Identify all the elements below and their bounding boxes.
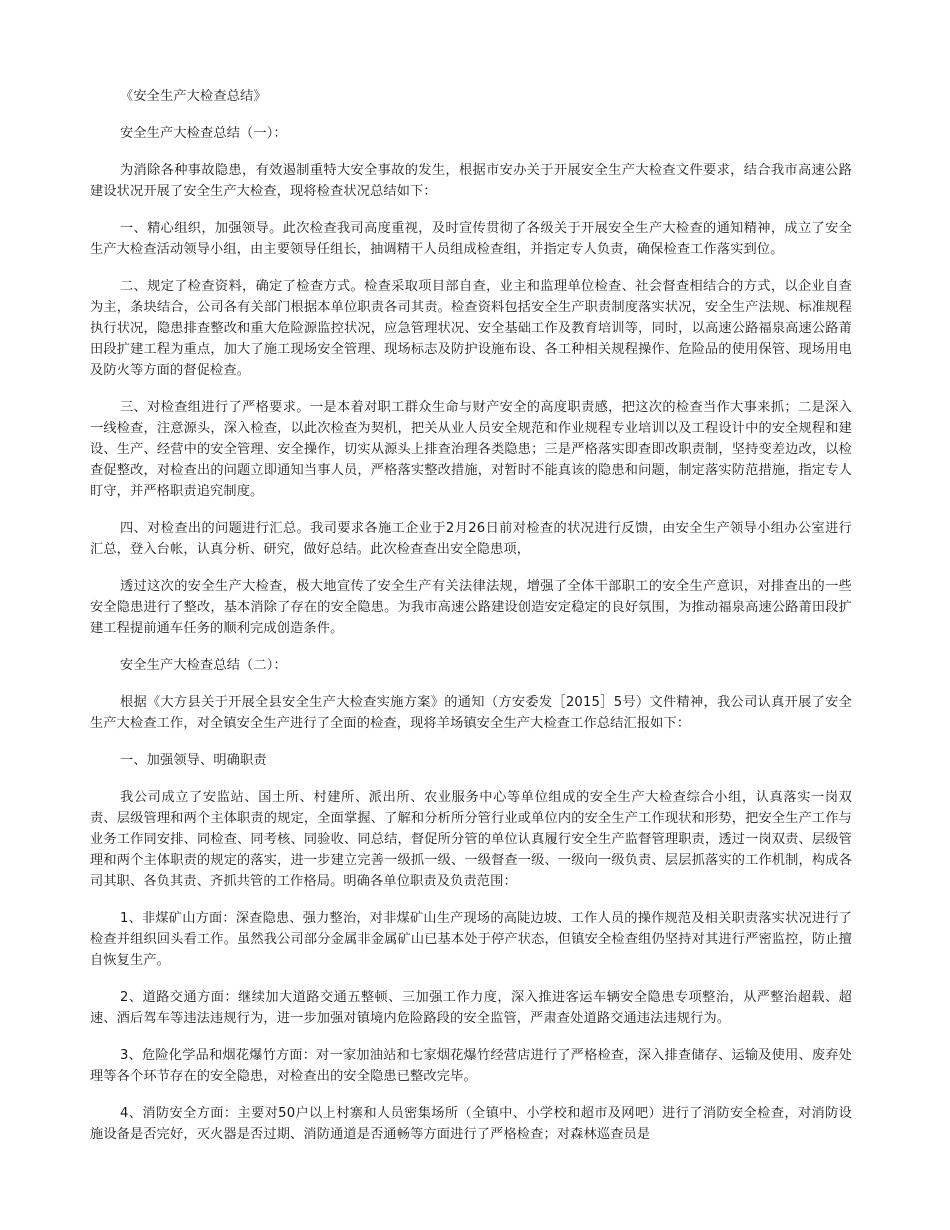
paragraph: 2、道路交通方面：继续加大道路交通五整顿、三加强工作力度，深入推进客运车辆安全隐患专项整治，从严整治超载、超速、酒后驾车等违法违规行为，进一步加强对镇境内危险路段的安全监管，严肃查处道路交通违法违规行为。 <box>90 990 852 1026</box>
subsection-heading: 一、加强领导、明确职责 <box>120 753 267 768</box>
paragraph: 1、非煤矿山方面：深查隐患、强力整治，对非煤矿山生产现场的高陡边坡、工作人员的操作规范及相关职责落实状况进行了检查并组织回头看工作。虽然我公司部分金属非金属矿山已基本处于停产状态，但镇安全检查组仍坚持对其进行严密监控，防止擅自恢复生产。 <box>90 911 852 968</box>
section-heading-1: 安全生产大检查总结（一）： <box>120 126 287 141</box>
paragraph: 3、危险化学品和烟花爆竹方面：对一家加油站和七家烟花爆竹经营店进行了严格检查，深入排查储存、运输及使用、废弃处理等各个环节存在的安全隐患，对检查出的安全隐患已整改完毕。 <box>90 1048 852 1084</box>
paragraph: 根据《大方县关于开展全县安全生产大检查实施方案》的通知（方安委发［2015］5号）文件精神，我公司认真开展了安全生产大检查工作，对全镇安全生产进行了全面的检查，现将羊场镇安全生产大检查工作总结汇报如下： <box>90 695 852 731</box>
paragraph: 三、对检查组进行了严格要求。一是本着对职工群众生命与财产安全的高度职责感，把这次的检查当作大事来抓；二是深入一线检查，注意源头，深入检查，以此次检查为契机，把关从业人员安全规范和作业规程专业培训以及工程设计中的安全规程和建设、生产、经营中的安全管理、安全操作，切实从源头上排查治理各类隐患；三是严格落实即查即改职责制，坚持变差边改，以检查促整改，对检查出的问题立即通知当事人员，严格落实整改措施，对暂时不能真该的隐患和问题，制定落实防范措施，指定专人盯守，并严格职责追究制度。 <box>90 400 852 499</box>
paragraph: 二、规定了检查资料，确定了检查方式。检查采取项目部自查，业主和监理单位检查、社会督查相结合的方式，以企业自查为主，条块结合，公司各有关部门根据本单位职责各司其责。检查资料包括安全生产职责制度落实状况，安全生产法规、标准规程执行状况，隐患排查整改和重大危险源监控状况，应急管理状况、安全基础工作及教育培训等，同时，以高速公路福泉高速公路莆田段扩建工程为重点，加大了施工现场安全管理、现场标志及防护设施布设、各工种相关规程操作、危险品的使用保管、现场用电及防火等方面的督促检查。 <box>90 279 852 378</box>
section-heading-2: 安全生产大检查总结（二）： <box>120 658 287 673</box>
document-page <box>90 86 852 1161</box>
paragraph: 透过这次的安全生产大检查，极大地宣传了安全生产有关法律法规，增强了全体干部职工的安全生产意识，对排查出的一些安全隐患进行了整改，基本消除了存在的安全隐患。为我市高速公路建设创造安定稳定的良好氛围，为推动福泉高速公路莆田段扩建工程提前通车任务的顺利完成创造条件。 <box>90 579 852 636</box>
paragraph: 4、消防安全方面：主要对50户以上村寨和人员密集场所（全镇中、小学校和超市及网吧）进行了消防安全检查，对消防设施设备是否完好，灭火器是否过期、消防通道是否通畅等方面进行了严格检查；对森林巡查员是 <box>90 1106 852 1142</box>
paragraph: 我公司成立了安监站、国土所、村建所、派出所、农业服务中心等单位组成的安全生产大检查综合小组，认真落实一岗双责、层级管理和两个主体职责的规定，全面掌握、了解和分析所分管行业或单位内的安全生产工作现状和形势，把安全生产工作与业务工作同安排、同检查、同考核、同验收、同总结，督促所分管的单位认真履行安全生产监督管理职责，透过一岗双责、层级管理和两个主体职责的规定的落实，进一步建立完善一级抓一级、一级督查一级、一级向一级负责、层层抓落实的工作机制，构成各司其职、各负其责、齐抓共管的工作格局。明确各单位职责及负责范围： <box>90 790 852 889</box>
paragraph: 四、对检查出的问题进行汇总。我司要求各施工企业于2月26日前对检查的状况进行反馈，由安全生产领导小组办公室进行汇总，登入台帐，认真分析、研究，做好总结。此次检查查出安全隐患项， <box>90 521 852 557</box>
paragraph: 为消除各种事故隐患，有效遏制重特大安全事故的发生，根据市安办关于开展安全生产大检查文件要求，结合我市高速公路建设状况开展了安全生产大检查，现将检查状况总结如下： <box>90 163 852 199</box>
paragraph: 一、精心组织，加强领导。此次检查我司高度重视，及时宣传贯彻了各级关于开展安全生产大检查的通知精神，成立了安全生产大检查活动领导小组，由主要领导任组长，抽调精干人员组成检查组，并指定专人负责，确保检查工作落实到位。 <box>90 221 852 257</box>
document-title: 《安全生产大检查总结》 <box>120 89 267 104</box>
